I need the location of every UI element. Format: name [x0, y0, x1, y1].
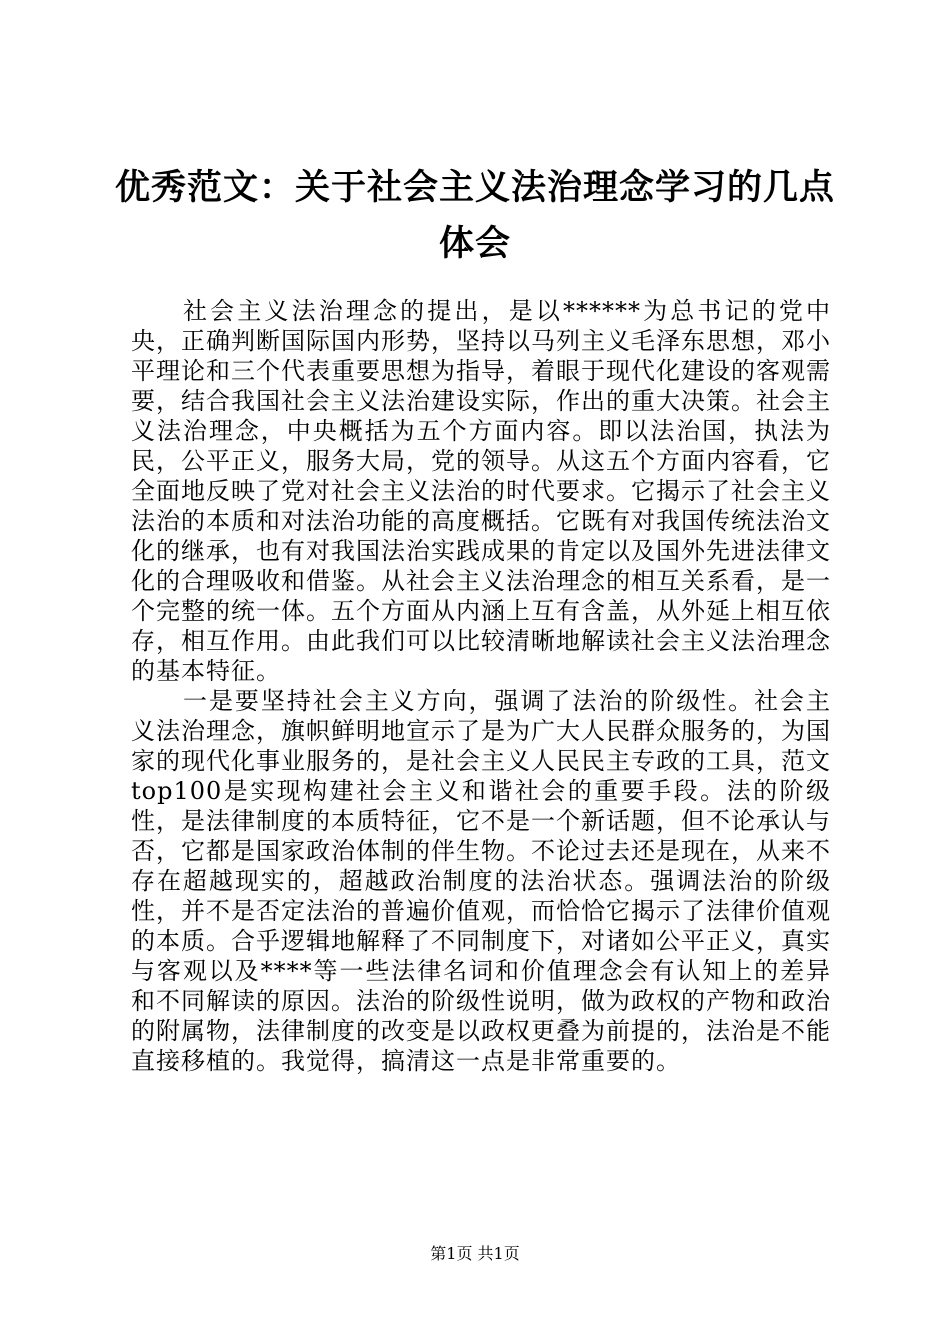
- body-paragraph-2: 一是要坚持社会主义方向，强调了法治的阶级性。社会主义法治理念，旗帜鲜明地宣示了是为广大人民群众服务的，为国家的现代化事业服务的，是社会主义人民民主专政的工具，范文top100是实现构建社会主义和谐社会的重要手段。法的阶级性，是法律制度的本质特征，它不是一个新话题，但不论承认与否，它都是国家政治体制的伴生物。不论过去还是现在，从来不存在超越现实的，超越政治制度的法治状态。强调法治的阶级性，并不是否定法治的普遍价值观，而恰恰它揭示了法律价值观的本质。合乎逻辑地解释了不同制度下，对诸如公平正义，真实与客观以及****等一些法律名词和价值理念会有认知上的差异和不同解读的原因。法治的阶级性说明，做为政权的产物和政治的附属物，法律制度的改变是以政权更叠为前提的，法治是不能直接移植的。我觉得，搞清这一点是非常重要的。: [131, 687, 831, 1075]
- body-paragraph-1: 社会主义法治理念的提出，是以******为总书记的党中央，正确判断国际国内形势，坚持以马列主义毛泽东思想，邓小平理论和三个代表重要思想为指导，着眼于现代化建设的客观需要，结合我国社会主义法治建设实际，作出的重大决策。社会主义法治理念，中央概括为五个方面内容。即以法治国，执法为民，公平正义，服务大局，党的领导。从这五个方面内容看，它全面地反映了党对社会主义法治的时代要求。它揭示了社会主义法治的本质和对法治功能的高度概括。它既有对我国传统法治文化的继承，也有对我国法治实践成果的肯定以及国外先进法律文化的合理吸收和借鉴。从社会主义法治理念的相互关系看，是一个完整的统一体。五个方面从内涵上互有含盖，从外延上相互依存，相互作用。由此我们可以比较清晰地解读社会主义法治理念的基本特征。: [131, 297, 831, 685]
- document-body: [131, 296, 831, 1076]
- page-number-footer: 第1页 共1页: [430, 1244, 520, 1263]
- document-title: 优秀范文：关于社会主义法治理念学习的几点体会: [114, 168, 835, 264]
